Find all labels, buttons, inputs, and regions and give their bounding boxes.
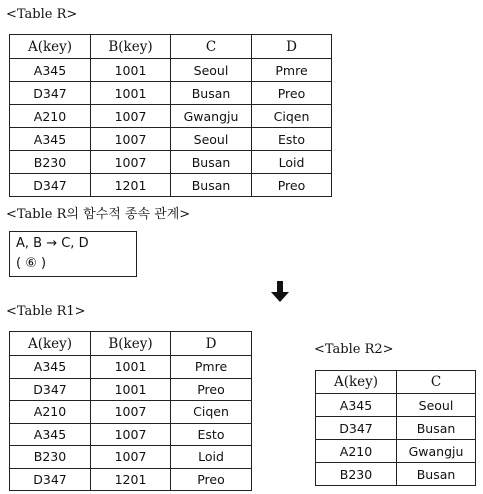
table-cell: 1007 xyxy=(91,446,171,469)
table-cell: Loid xyxy=(171,446,252,469)
table-row xyxy=(10,423,252,446)
table-cell: A210 xyxy=(316,440,397,463)
table-cell: Seoul xyxy=(171,128,252,151)
table-cell: 1007 xyxy=(91,423,171,446)
table-cell: Preo xyxy=(171,378,252,401)
table-row xyxy=(10,128,332,151)
table-row xyxy=(10,105,332,128)
table-cell: 1201 xyxy=(91,468,171,491)
table-row xyxy=(10,356,252,379)
table-row xyxy=(316,417,476,440)
table-cell: D347 xyxy=(316,417,397,440)
fd-line-2: ( ⑥ ) xyxy=(16,256,47,271)
table-row xyxy=(10,468,252,491)
down-arrow-icon xyxy=(267,279,293,305)
table-cell: 1001 xyxy=(91,378,171,401)
table-cell: Gwangju xyxy=(171,105,252,128)
table-cell: D347 xyxy=(10,82,91,105)
table-cell: B230 xyxy=(316,463,397,486)
table-cell: 1001 xyxy=(91,59,171,82)
table-cell: D347 xyxy=(10,174,91,197)
table-r2-caption: <Table R2> xyxy=(314,342,394,357)
table-row xyxy=(10,378,252,401)
table-cell: A345 xyxy=(10,128,91,151)
table-cell: A345 xyxy=(10,59,91,82)
column-header: D xyxy=(252,35,332,59)
table-cell: Preo xyxy=(252,82,332,105)
table-row xyxy=(316,440,476,463)
table-cell: Busan xyxy=(397,463,476,486)
table-cell: Loid xyxy=(252,151,332,174)
table-cell: 1001 xyxy=(91,82,171,105)
table-r1-caption: <Table R1> xyxy=(6,304,86,319)
column-header: A(key) xyxy=(10,35,91,59)
fd-caption: <Table R의 함수적 종속 관계> xyxy=(6,207,191,222)
table-cell: A210 xyxy=(10,105,91,128)
table-header-row xyxy=(316,371,476,394)
table-cell: B230 xyxy=(10,151,91,174)
table-r1 xyxy=(9,331,252,491)
table-r2 xyxy=(315,370,476,486)
table-cell: A345 xyxy=(10,423,91,446)
table-cell: 1007 xyxy=(91,151,171,174)
table-row xyxy=(10,151,332,174)
table-cell: Seoul xyxy=(171,59,252,82)
table-row xyxy=(10,82,332,105)
column-header: C xyxy=(171,35,252,59)
table-cell: Gwangju xyxy=(397,440,476,463)
table-cell: Ciqen xyxy=(171,401,252,424)
table-cell: 1007 xyxy=(91,401,171,424)
column-header: B(key) xyxy=(91,332,171,356)
table-row xyxy=(10,446,252,469)
table-row xyxy=(10,174,332,197)
column-header: A(key) xyxy=(316,371,397,394)
fd-line-1: A, B → C, D xyxy=(16,236,89,251)
table-cell: Seoul xyxy=(397,394,476,417)
table-cell: Busan xyxy=(171,82,252,105)
table-r-caption: <Table R> xyxy=(6,7,78,22)
table-r xyxy=(9,34,332,197)
table-cell: Busan xyxy=(171,174,252,197)
table-cell: Preo xyxy=(252,174,332,197)
column-header: D xyxy=(171,332,252,356)
table-row xyxy=(316,463,476,486)
column-header: A(key) xyxy=(10,332,91,356)
table-row xyxy=(10,59,332,82)
table-cell: 1201 xyxy=(91,174,171,197)
table-cell: Esto xyxy=(252,128,332,151)
table-cell: Preo xyxy=(171,468,252,491)
column-header: C xyxy=(397,371,476,394)
column-header: B(key) xyxy=(91,35,171,59)
table-cell: Pmre xyxy=(171,356,252,379)
table-cell: Ciqen xyxy=(252,105,332,128)
table-cell: 1001 xyxy=(91,356,171,379)
table-row xyxy=(10,401,252,424)
table-cell: A345 xyxy=(10,356,91,379)
table-header-row xyxy=(10,332,252,356)
table-cell: Busan xyxy=(397,417,476,440)
table-cell: B230 xyxy=(10,446,91,469)
table-cell: Pmre xyxy=(252,59,332,82)
table-cell: Esto xyxy=(171,423,252,446)
fd-box xyxy=(9,231,137,277)
table-header-row xyxy=(10,35,332,59)
table-cell: 1007 xyxy=(91,105,171,128)
table-cell: D347 xyxy=(10,378,91,401)
table-cell: D347 xyxy=(10,468,91,491)
table-cell: A345 xyxy=(316,394,397,417)
table-cell: 1007 xyxy=(91,128,171,151)
table-cell: A210 xyxy=(10,401,91,424)
table-row xyxy=(316,394,476,417)
table-cell: Busan xyxy=(171,151,252,174)
